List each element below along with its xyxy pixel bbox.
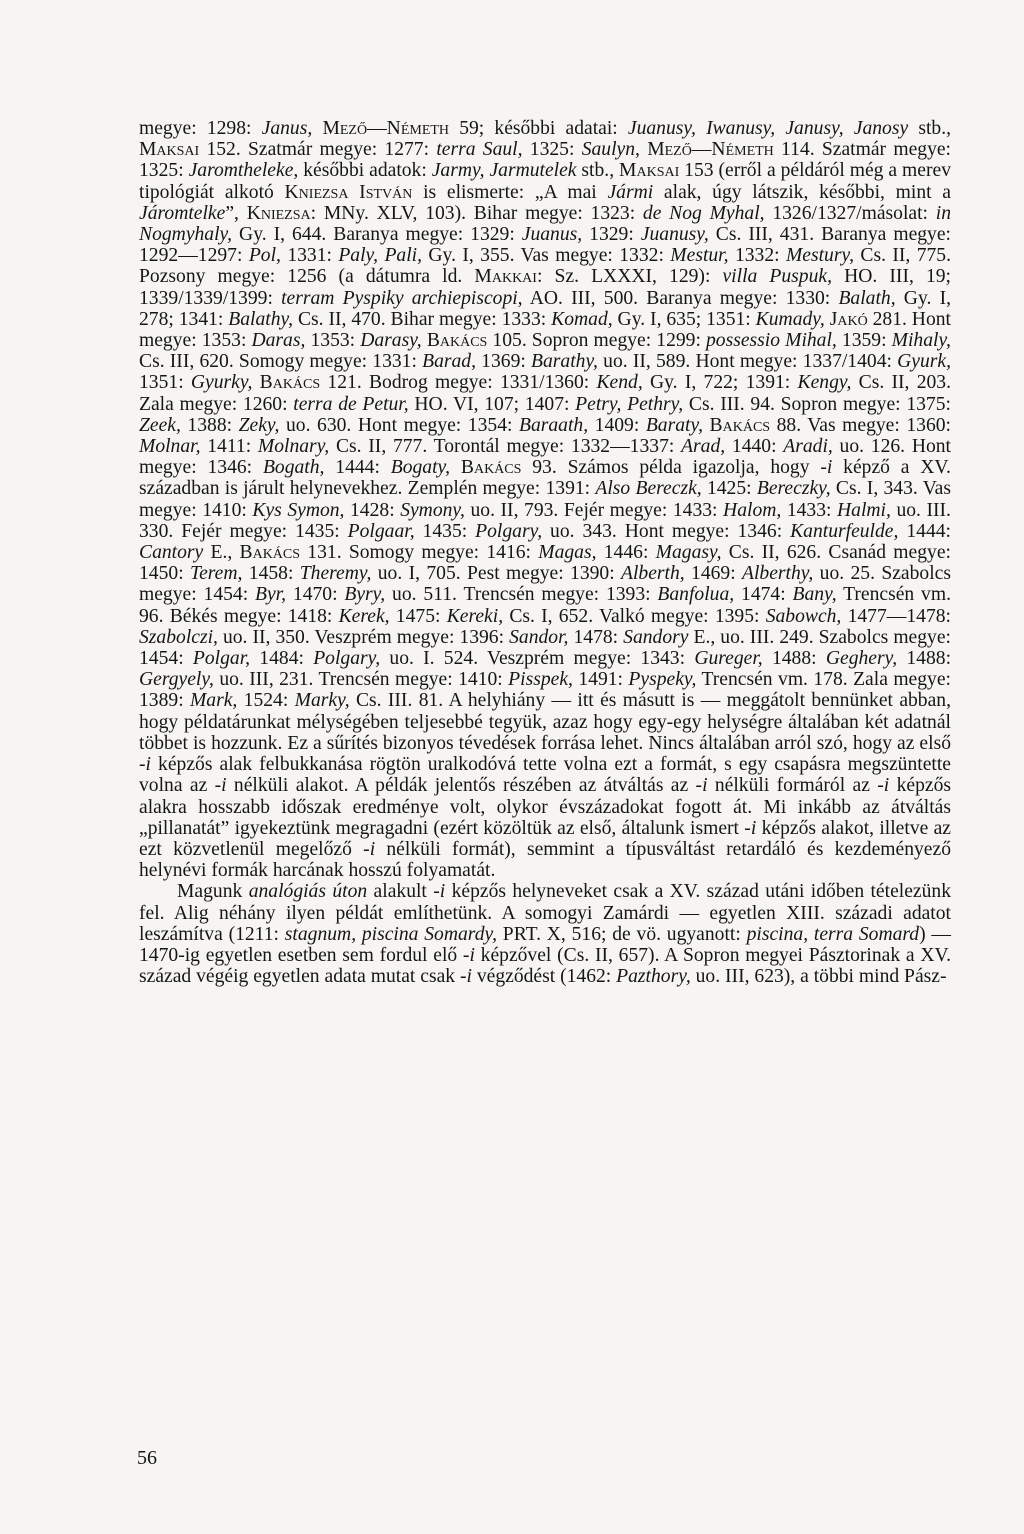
italic-run: Kys Symon, — [252, 499, 345, 521]
small-caps-run: Bakács — [239, 542, 301, 564]
italic-run: Bogaty, — [390, 457, 451, 479]
italic-run: Mestury, — [785, 245, 854, 267]
italic-run: Byry, — [344, 584, 386, 606]
italic-run: Jaromtheleke, — [188, 160, 299, 182]
italic-run: Kumady, — [755, 308, 825, 330]
italic-run: i — [702, 775, 708, 797]
italic-run: villa Puspuk, — [722, 266, 832, 288]
italic-run: terra de Petur, — [293, 393, 409, 415]
italic-run: Molnar, — [139, 436, 201, 458]
italic-run: Komad, — [551, 308, 613, 330]
italic-run: Pazthory, — [616, 966, 691, 988]
italic-run: Kengy, — [797, 372, 852, 394]
italic-run: possessio Mihal, — [706, 330, 837, 352]
italic-run: Sandory — [623, 626, 689, 648]
italic-run: Magasy, — [655, 542, 722, 564]
italic-run: Zeek, — [139, 414, 181, 436]
italic-run: Polgary, — [475, 520, 543, 542]
italic-run: i — [883, 775, 890, 797]
small-caps-run: Kniezsa — [246, 202, 311, 224]
italic-run: Alberth, — [621, 563, 685, 585]
italic-run: Molnary, — [257, 436, 330, 458]
small-caps-run: Mező—Németh — [647, 139, 774, 161]
italic-run: Járomtelke — [139, 202, 226, 224]
italic-run: Balath, — [838, 287, 896, 309]
italic-run: stagnum, piscina Somardy, — [284, 923, 498, 945]
italic-run: Daras, — [251, 330, 306, 352]
italic-run: Barathy, — [531, 351, 598, 373]
small-caps-run: Bakács — [460, 457, 522, 479]
italic-run: Banfolua, — [657, 584, 735, 606]
italic-run: Polgar, — [192, 648, 251, 670]
italic-run: Barad, — [422, 351, 476, 373]
italic-run: Byr, — [255, 584, 287, 606]
italic-run: Juanus, — [521, 224, 583, 246]
italic-run: i — [826, 457, 833, 479]
small-caps-run: Bakács — [259, 372, 321, 394]
italic-run: i — [221, 775, 227, 797]
paragraph-2: Magunk analógiás úton alakult -i képzős helyneveket csak a XV. század utáni időben tételezünk fel. Alig néhány ilyen példát említhetünk. A somogyi Zamárdi — egyetlen XIII. századi adatot leszámítva (1211: stagnum, piscina Somardy, PRT. X, 516; de vö. ugyanott: piscina, terra Somard) — 1470-ig egyetlen esetben sem fordul elő -i képzővel (Cs. II, 657). A Sopron megyei Pásztorinak a XV. század végéig egyetlen adata mutat csak -i végződést (1462: Pazthory, uo. III, 623), a többi mind Pász- — [139, 881, 951, 988]
italic-run: Gyurky, — [190, 372, 253, 394]
italic-run: Terem, — [189, 563, 243, 585]
italic-run: i — [750, 817, 757, 839]
italic-run: Bogath, — [262, 457, 325, 479]
italic-run: Bany, — [792, 584, 837, 606]
italic-run: Aradi, — [783, 436, 833, 458]
italic-run: Also Bereczk, — [595, 478, 702, 500]
italic-run: Gureger, — [694, 648, 763, 670]
italic-run: Symony, — [400, 499, 465, 521]
italic-run: Kanturfeulde, — [790, 520, 899, 542]
italic-run: Jarmy, Jarmutelek — [431, 160, 577, 182]
small-caps-run: Bakács — [709, 414, 771, 436]
page-number: 56 — [137, 1447, 157, 1469]
italic-run: Arad, — [681, 436, 726, 458]
italic-run: Theremy, — [299, 563, 372, 585]
small-caps-run: Maksai — [619, 160, 680, 182]
italic-run: i — [145, 754, 151, 776]
italic-run: Mestur, — [670, 245, 729, 267]
italic-run: Kereki, — [446, 605, 504, 627]
small-caps-run: Mező—Németh — [322, 118, 450, 139]
italic-run: Janus, — [261, 118, 313, 139]
italic-run: Sandor, — [509, 626, 569, 648]
italic-run: Kerek, — [338, 605, 390, 627]
italic-run: i — [469, 944, 475, 966]
italic-run: i — [439, 881, 446, 903]
italic-run: Baraty, — [645, 414, 703, 436]
italic-run: Juanusy, Iwanusy, Janusy, Janosy — [627, 118, 909, 139]
italic-run: Jármi — [607, 181, 654, 203]
small-caps-run: Kniezsa István — [284, 181, 413, 203]
small-caps-run: Bakács — [426, 330, 488, 352]
italic-run: Balathy, — [228, 308, 294, 330]
italic-run: de Nog Myhal, — [642, 202, 765, 224]
italic-run: Zeky, — [238, 414, 280, 436]
italic-run: terram Pyspiky archiepiscopi, — [281, 287, 523, 309]
italic-run: Paly, Pali, — [338, 245, 423, 267]
italic-run: Petry, Pethry, — [575, 393, 684, 415]
italic-run: Halmi, — [837, 499, 891, 521]
italic-run: Polgary, — [313, 648, 381, 670]
italic-run: Magas, — [538, 542, 597, 564]
small-caps-run: Maksai — [139, 139, 200, 161]
italic-run: analógiás úton — [248, 881, 368, 903]
italic-run: Sabowch, — [765, 605, 842, 627]
italic-run: Halom, — [723, 499, 782, 521]
italic-run: Mark, — [189, 690, 238, 712]
italic-run: Darasy, — [360, 330, 422, 352]
italic-run: Alberthy, — [742, 563, 814, 585]
italic-run: Bereczky, — [756, 478, 831, 500]
italic-run: Polgaar, — [347, 520, 415, 542]
italic-run: Geghery, — [825, 648, 898, 670]
italic-run: Kend, — [596, 372, 643, 394]
small-caps-run: Jakó — [829, 308, 868, 330]
paragraph-1: megye: 1298: Janus, Mező—Németh 59; későbbi adatai: Juanusy, Iwanusy, Janusy, Janosy stb., Maksai 152. Szatmár megye: 1277: terra Saul, 1325: Saulyn, Mező—Németh 114. Szatmár megye: 1325: Jaromtheleke, későbbi adatok: Jarmy, Jarmutelek stb., Maksai 153 (erről a példáról még a merev tipológiát alkotó Kniezsa István is elismerte: „A mai Jármi alak, úgy látszik, későbbi, mint a Járomtelke”, Kniezsa: MNy. XLV, 103). Bihar megye: 1323: de Nog Myhal, 1326/1327/másolat: in Nogmyhaly, Gy. I, 644. Baranya megye: 1329: Juanus, 1329: Juanusy, Cs. III, 431. Baranya megye: 1292—1297: Pol, 1331: Paly, Pali, Gy. I, 355. Vas megye: 1332: Mestur, 1332: Mestury, Cs. II, 775. Pozsony megye: 1256 (a dátumra ld. Makkai: Sz. LXXXI, 129): villa Puspuk, HO. III, 19; 1339/1339/1399: terram Pyspiky archiepiscopi, AO. III, 500. Baranya megye: 1330: Balath, Gy. I, 278; 1341: Balathy, Cs. II, 470. Bihar megye: 1333: Komad, Gy. I, 635; 1351: Kumady, Jakó 281. Hont megye: 1353: Daras, 1353: Darasy, Bakács 105. Sopron megye: 1299: possessio Mihal, 1359: Mihaly, Cs. III, 620. Somogy megye: 1331: Barad, 1369: Barathy, uo. II, 589. Hont megye: 1337/1404: Gyurk, 1351: Gyurky, Bakács 121. Bodrog megye: 1331/1360: Kend, Gy. I, 722; 1391: Kengy, Cs. II, 203. Zala megye: 1260: terra de Petur, HO. VI, 107; 1407: Petry, Pethry, Cs. III. 94. Sopron megye: 1375: Zeek, 1388: Zeky, uo. 630. Hont megye: 1354: Baraath, 1409: Baraty, Bakács 88. Vas megye: 1360: Molnar, 1411: Molnary, Cs. II, 777. Torontál megye: 1332—1337: Arad, 1440: Aradi, uo. 126. Hont megye: 1346: Bogath, 1444: Bogaty, Bakács 93. Számos példa igazolja, hogy -i képző a XV. században is járult helynevekhez. Zemplén megye: 1391: Also Bereczk, 1425: Bereczky, Cs. I, 343. Vas megye: 1410: Kys Symon, 1428: Symony, uo. II, 793. Fejér megye: 1433: Halom, 1433: Halmi, uo. III. 330. Fejér megye: 1435: Polgaar, 1435: Polgary, uo. 343. Hont megye: 1346: Kanturfeulde, 1444: Cantory E., Bakács 131. Somogy megye: 1416: Magas, 1446: Magasy, Cs. II, 626. Csanád megye: 1450: Terem, 1458: Theremy, uo. I, 705. Pest megye: 1390: Alberth, 1469: Alberthy, uo. 25. Szabolcs megye: 1454: Byr, 1470: Byry, uo. 511. Trencsén megye: 1393: Banfolua, 1474: Bany, Trencsén vm. 96. Békés megye: 1418: Kerek, 1475: Kereki, Cs. I, 652. Valkó megye: 1395: Sabowch, 1477—1478: Szabolczi, uo. II, 350. Veszprém megye: 1396: Sandor, 1478: Sandory E., uo. III. 249. Szabolcs megye: 1454: Polgar, 1484: Polgary, uo. I. 524. Veszprém megye: 1343: Gureger, 1488: Geghery, 1488: Gergyely, uo. III, 231. Trencsén megye: 1410: Pisspek, 1491: Pyspeky, Trencsén vm. 178. Zala megye: 1389: Mark, 1524: Marky, Cs. III. 81. A helyhiány — itt és másutt is — meggátolt bennünket abban, hogy példatárunkat mélységében teljesebbé tegyük, azaz hogy egy-egy helységre általában két adatnál többet is hozzunk. Ez a sűrítés bizonyos tévedések forrása lehet. Nincs általában arról szó, hogy az első -i képzős alak felbukkanása rögtön uralkodóvá tette volna ezt a formát, s egy csapásra megszüntette volna az -i nélküli alakot. A példák jelentős részében az átváltás az -i nélküli formáról az -i képzős alakra hosszabb időszak eredménye volt, olykor évszázadokat fogott át. Mi inkább az átváltás „pillanatát” igyekeztünk megragadni (ezért közöltük az első, általunk ismert -i képzős alakot, illetve az ezt közvetlenül megelőző -i nélküli formát), semmint a típusváltást retardáló és kezdeményező helynévi formák harcának hosszú folyamatát. — [139, 118, 952, 882]
italic-run: Cantory — [139, 542, 204, 564]
italic-run: terra Saul, — [436, 139, 523, 161]
italic-run: in Nogmyhaly, — [139, 202, 951, 246]
italic-run: Szabolczi, — [139, 626, 218, 648]
italic-run: Pyspeky, — [628, 669, 697, 691]
small-caps-run: Makkai — [474, 266, 537, 288]
italic-run: piscina, terra Somard — [746, 923, 920, 945]
italic-run: Gyurk, — [897, 351, 952, 373]
italic-run: Gergyely, — [139, 669, 214, 691]
italic-run: Pol, — [248, 245, 281, 267]
italic-run: i — [369, 838, 376, 860]
italic-run: Pisspek, — [508, 669, 573, 691]
italic-run: Saulyn, — [581, 139, 640, 161]
body-text — [139, 118, 951, 987]
italic-run: Marky, — [294, 690, 350, 712]
italic-run: i — [466, 966, 472, 988]
italic-run: Juanusy, — [640, 224, 709, 246]
italic-run: Mihaly, — [891, 330, 951, 352]
italic-run: Baraath, — [518, 414, 589, 436]
